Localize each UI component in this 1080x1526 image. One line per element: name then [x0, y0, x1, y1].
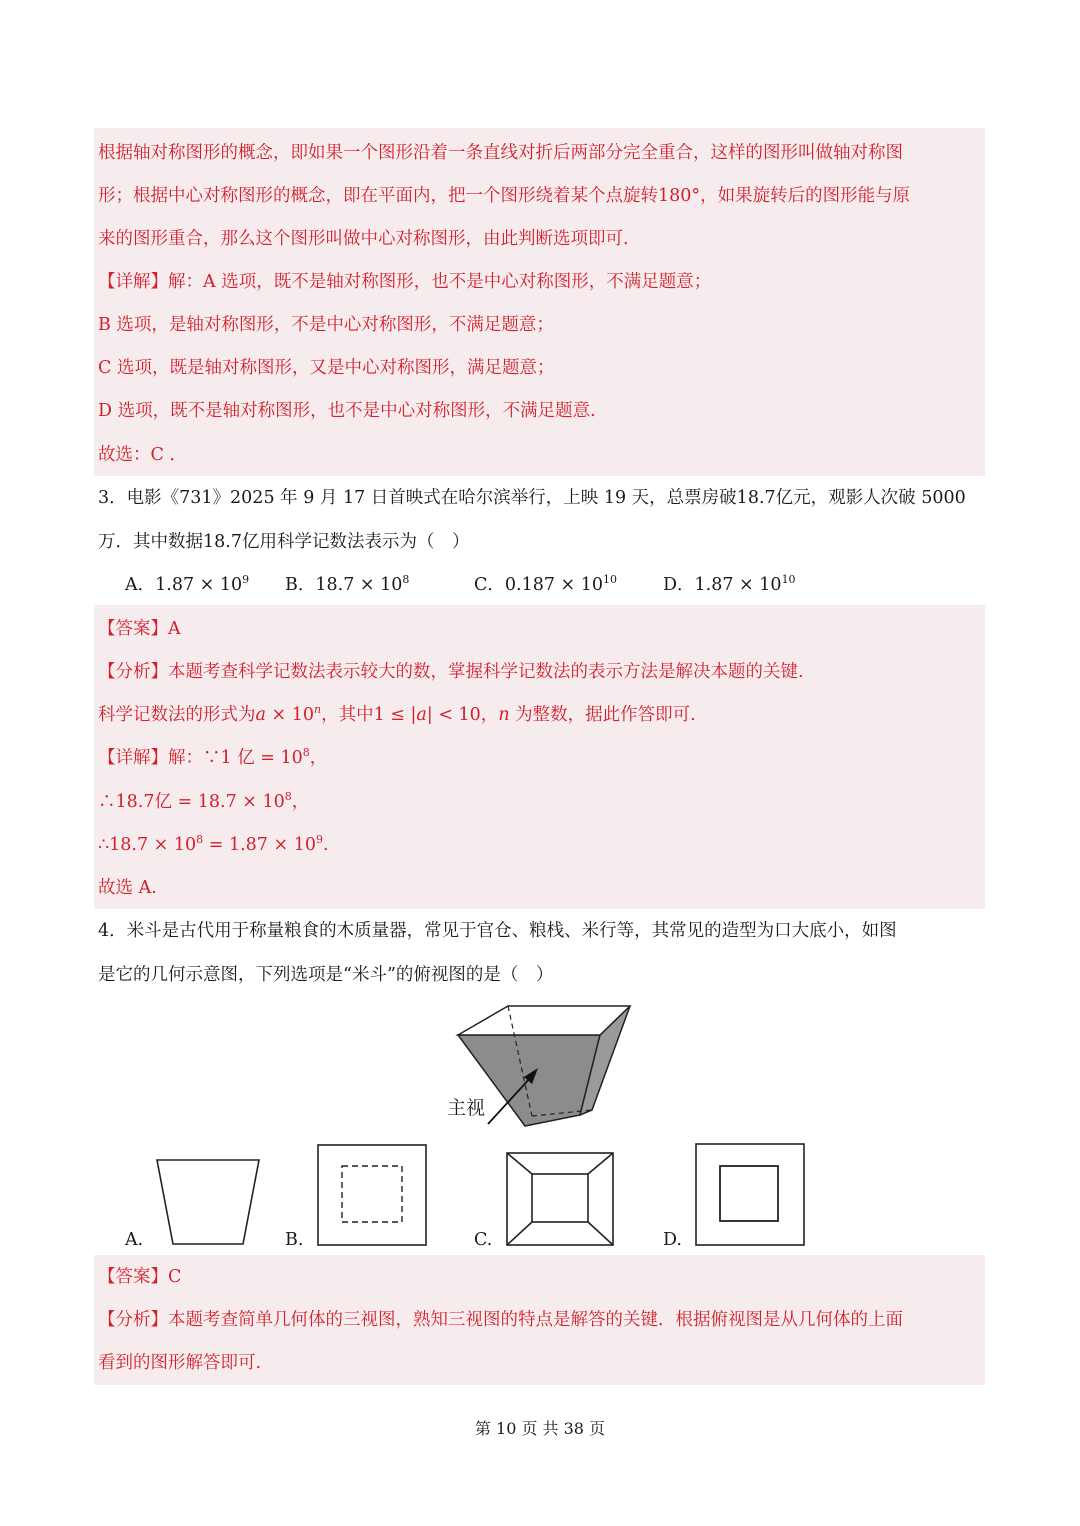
q4-stem-line-1: 4．米斗是古代用于称量粮食的木质量器，常见于官仓、粮栈、米行等，其常见的造型为口大底小，如图: [98, 921, 897, 941]
detail-text: .: [322, 835, 329, 855]
q2-analysis-line-2: 形；根据中心对称图形的概念，即在平面内，把一个图形绕着某个点旋转180°，如果旋转后的图形能与原: [98, 186, 911, 206]
q2-detail-line-4: D 选项，既不是轴对称图形，也不是中心对称图形，不满足题意.: [98, 401, 596, 421]
answer-label: 【答案】: [98, 619, 168, 639]
q2-detail-line-1: [98, 270, 711, 294]
detail-text: ，: [309, 748, 328, 768]
detail-label: 【详解】: [98, 272, 168, 292]
inner-square: [532, 1174, 588, 1222]
q3-option-d: [663, 573, 796, 597]
answer-value: A: [168, 619, 181, 639]
corner-line: [588, 1153, 613, 1174]
formula-var: a: [416, 705, 427, 725]
formula-text: × 10: [265, 705, 314, 725]
inner-square: [720, 1166, 778, 1221]
q3-formula-line: [98, 703, 696, 727]
detail-text: 解：∵1 亿 = 10: [168, 748, 303, 768]
q2-analysis-line-3: 来的图形重合，那么这个图形叫做中心对称图形，由此判断选项即可.: [98, 229, 629, 249]
option-value: 1.87 × 10: [155, 575, 243, 595]
q3-detail-line-1: [98, 746, 327, 770]
q4-option-d-label: D.: [663, 1230, 682, 1250]
formula-var: n: [498, 705, 510, 725]
option-a-figure: [155, 1158, 261, 1246]
corner-line: [507, 1153, 532, 1174]
analysis-label: 【分析】: [98, 662, 168, 682]
option-label: D．: [663, 575, 695, 595]
detail-text: 解：A 选项，既不是轴对称图形，也不是中心对称图形，不满足题意；: [168, 272, 712, 292]
option-value: 1.87 × 10: [694, 575, 782, 595]
outer-square: [318, 1145, 426, 1245]
option-d-figure: [695, 1143, 805, 1246]
detail-exponent: 9: [315, 833, 323, 846]
detail-exponent: 8: [302, 746, 310, 759]
q2-detail-line-3: C 选项，既是轴对称图形，又是中心对称图形，满足题意；: [98, 358, 555, 378]
option-exponent: 10: [603, 573, 618, 586]
detail-text: ∴18.7 × 10: [98, 835, 197, 855]
option-label: C．: [474, 575, 505, 595]
figure-label-main-view: 主视: [447, 1097, 486, 1119]
detail-text: = 1.87 × 10: [203, 835, 316, 855]
outer-square: [696, 1144, 804, 1245]
analysis-text: 本题考查科学记数法表示较大的数，掌握科学记数法的表示方法是解决本题的关键.: [168, 662, 804, 682]
answer-value: C: [168, 1267, 182, 1287]
q4-analysis-line-1: [98, 1308, 903, 1332]
option-label: B．: [285, 575, 316, 595]
option-c-figure: [506, 1152, 614, 1246]
q4-stem-line-2: 是它的几何示意图，下列选项是“米斗”的俯视图的是（ ）: [98, 965, 554, 985]
analysis-label: 【分析】: [98, 1310, 168, 1330]
trapezoid-shape: [157, 1160, 259, 1244]
q2-solution-box: [94, 128, 985, 476]
option-label: A．: [125, 575, 156, 595]
analysis-text: 本题考查简单几何体的三视图，熟知三视图的特点是解答的关键．根据俯视图是从几何体的上面: [168, 1310, 903, 1330]
q3-option-a: [125, 573, 249, 597]
q3-choose: 故选 A.: [98, 878, 157, 898]
q3-stem-line-1: 3．电影《731》2025 年 9 月 17 日首映式在哈尔滨举行，上映 19 天，总票房破18.7亿元，观影人次破 5000: [98, 488, 966, 508]
q2-choose: 故选：C ．: [98, 445, 187, 465]
option-value: 18.7 × 10: [315, 575, 403, 595]
q3-detail-line-2: [98, 790, 309, 814]
q3-detail-line-3: [98, 833, 329, 857]
q4-option-a-label: A.: [125, 1230, 144, 1250]
answer-label: 【答案】: [98, 1267, 168, 1287]
corner-line: [588, 1222, 613, 1245]
q3-analysis: [98, 660, 804, 684]
q3-stem-line-2: 万．其中数据18.7亿用科学记数法表示为（ ）: [98, 532, 470, 552]
detail-text: ∴18.7亿 = 18.7 × 10: [98, 792, 285, 812]
formula-var: a: [255, 705, 266, 725]
option-exponent: 9: [242, 573, 250, 586]
detail-exponent: 8: [196, 833, 204, 846]
q3-option-c: [474, 573, 617, 597]
q2-detail-line-2: B 选项，是轴对称图形，不是中心对称图形，不满足题意；: [98, 315, 554, 335]
detail-label: 【详解】: [98, 748, 168, 768]
option-exponent: 8: [402, 573, 410, 586]
q2-analysis-line-1: 根据轴对称图形的概念，即如果一个图形沿着一条直线对折后两部分完全重合，这样的图形叫做轴对称图: [98, 143, 903, 163]
q4-option-c-label: C.: [474, 1230, 493, 1250]
top-rim: [458, 1006, 630, 1035]
option-value: 0.187 × 10: [504, 575, 604, 595]
corner-line: [507, 1222, 532, 1245]
formula-text: | < 10，: [426, 705, 499, 725]
detail-text: ，: [291, 792, 310, 812]
formula-exponent: n: [314, 703, 322, 716]
formula-text: 为整数，据此作答即可.: [509, 705, 696, 725]
formula-text: ，其中1 ≤ |: [321, 705, 417, 725]
q4-answer: [98, 1265, 181, 1289]
option-b-figure: [317, 1144, 427, 1246]
q3-answer: [98, 617, 181, 641]
q4-option-b-label: B.: [285, 1230, 304, 1250]
inner-dashed-square: [342, 1166, 402, 1222]
detail-exponent: 8: [284, 790, 292, 803]
q3-option-b: [285, 573, 409, 597]
option-exponent: 10: [781, 573, 796, 586]
page-number-footer: 第 10 页 共 38 页: [474, 1419, 606, 1438]
formula-text: 科学记数法的形式为: [98, 705, 256, 725]
q4-analysis-line-2: 看到的图形解答即可.: [98, 1353, 262, 1373]
